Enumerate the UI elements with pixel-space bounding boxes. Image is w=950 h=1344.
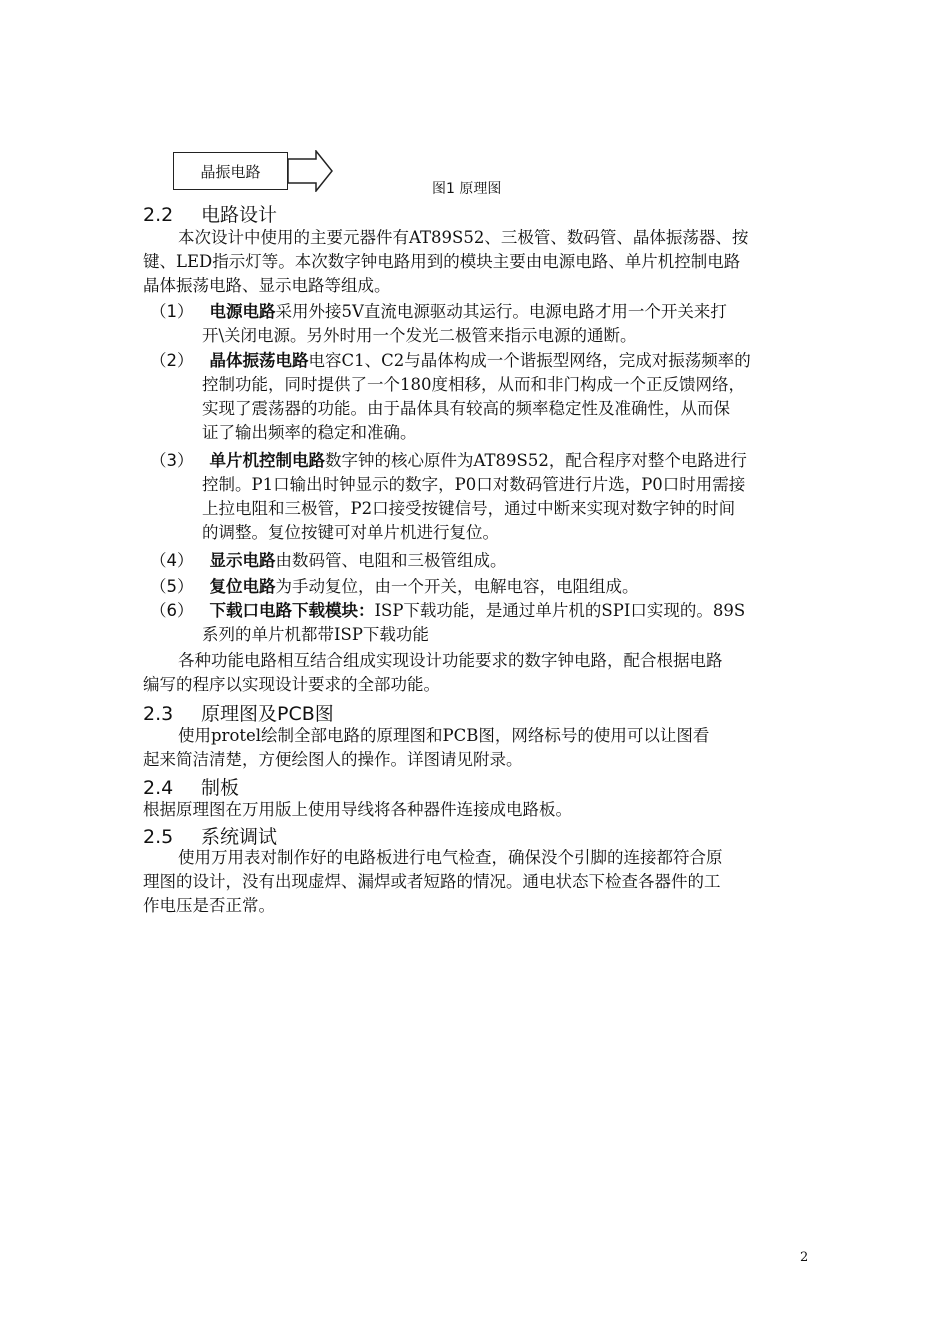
list-item-6 [150,599,745,623]
crystal-circuit-box [173,152,288,190]
list-item-3 [150,449,747,473]
list-text: 数字钟的核心原件为AT89S52，配合程序对整个电路进行 [325,451,747,470]
list-term: 复位电路 [209,577,276,596]
section-heading-2-2 [143,200,277,227]
paragraph-line: 各种功能电路相互结合组成实现设计功能要求的数字钟电路，配合根据电路 [178,651,723,670]
list-text: 采用外接5V直流电源驱动其运行。电源电路才用一个开关来打 [275,302,727,321]
list-continuation: 的调整。复位按键可对单片机进行复位。 [202,523,499,542]
list-item-5 [150,575,639,599]
section-title: 电路设计 [201,204,278,226]
list-number: （4） [150,551,194,570]
section-title: 原理图及PCB图 [201,703,334,725]
section-number: 2.3 [143,703,174,725]
list-number: （2） [150,351,194,370]
paragraph-line: 使用万用表对制作好的电路板进行电气检查，确保没个引脚的连接都符合原 [178,848,723,867]
list-term: 下载口电路下载模块： [209,601,375,620]
list-number: （6） [150,601,194,620]
section-number: 2.5 [143,826,174,848]
list-term: 显示电路 [209,551,276,570]
list-continuation: 上拉电阻和三极管，P2口接受按键信号，通过中断来实现对数字钟的时间 [202,499,736,518]
section-heading-2-5 [143,822,277,849]
page-number: 2 [800,1250,809,1265]
list-text: 电容C1、C2与晶体构成一个谐振型网络，完成对振荡频率的 [308,351,751,370]
crystal-circuit-label: 晶振电路 [200,162,261,181]
list-number: （5） [150,577,194,596]
list-text: 由数码管、电阻和三极管组成。 [275,551,507,570]
paragraph-line: 晶体振荡电路、显示电路等组成。 [143,276,391,295]
list-term: 单片机控制电路 [209,451,325,470]
list-text: 为手动复位，由一个开关，电解电容，电阻组成。 [275,577,639,596]
section-number: 2.2 [143,204,174,226]
paragraph-line: 使用protel绘制全部电路的原理图和PCB图，网络标号的使用可以让图看 [178,726,710,745]
right-arrow-icon [288,150,334,192]
list-item-4 [150,549,507,573]
list-number: （1） [150,302,194,321]
list-item-1 [150,300,727,324]
list-continuation: 开\关闭电源。另外时用一个发光二极管来指示电源的通断。 [202,326,637,345]
figure-caption: 图1 原理图 [432,181,502,197]
list-continuation: 控制。P1口输出时钟显示的数字，P0口对数码管进行片选，P0口时用需接 [202,475,746,494]
list-continuation: 控制功能，同时提供了一个180度相移，从而和非门构成一个正反馈网络， [202,375,745,394]
paragraph-line: 本次设计中使用的主要元器件有AT89S52、三极管、数码管、晶体振荡器、按 [178,228,749,247]
list-number: （3） [150,451,194,470]
paragraph-line: 根据原理图在万用版上使用导线将各种器件连接成电路板。 [143,800,572,819]
list-continuation: 实现了震荡器的功能。由于晶体具有较高的频率稳定性及准确性，从而保 [202,399,730,418]
list-text: ISP下载功能，是通过单片机的SPI口实现的。89S [374,601,746,620]
paragraph-line: 作电压是否正常。 [143,896,275,915]
section-number: 2.4 [143,777,174,799]
paragraph-line: 键、LED指示灯等。本次数字钟电路用到的模块主要由电源电路、单片机控制电路 [143,252,741,271]
list-term: 电源电路 [209,302,276,321]
list-term: 晶体振荡电路 [209,351,309,370]
paragraph-line: 理图的设计，没有出现虚焊、漏焊或者短路的情况。通电状态下检查各器件的工 [143,872,721,891]
list-continuation: 证了输出频率的稳定和准确。 [202,423,417,442]
paragraph-line: 起来简洁清楚，方便绘图人的操作。详图请见附录。 [143,750,523,769]
list-continuation: 系列的单片机都带ISP下载功能 [202,625,429,644]
paragraph-line: 编写的程序以实现设计要求的全部功能。 [143,675,440,694]
section-heading-2-3 [143,699,334,726]
list-item-2 [150,349,751,373]
section-title: 系统调试 [201,826,278,848]
section-title: 制板 [201,777,240,799]
section-heading-2-4 [143,773,239,800]
